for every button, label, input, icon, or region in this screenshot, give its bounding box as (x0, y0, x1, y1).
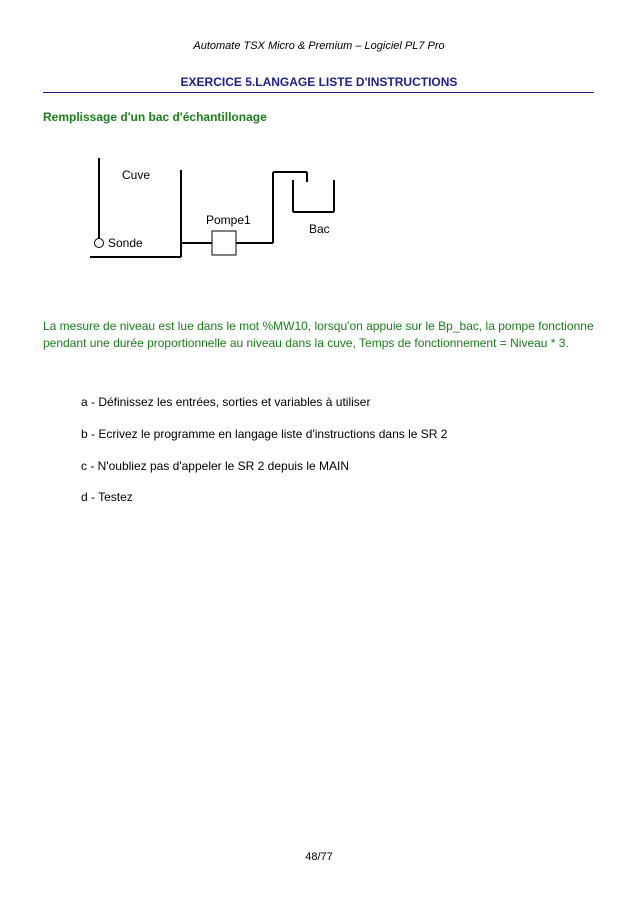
page-number: 48/77 (305, 851, 333, 863)
question-c: c - N'oubliez pas d'appeler le SR 2 depuis le MAIN (81, 459, 350, 473)
question-a: a - Définissez les entrées, sorties et variables à utiliser (81, 395, 371, 409)
label-bac: Bac (309, 222, 330, 236)
label-sonde: Sonde (108, 236, 143, 250)
title-underline (43, 92, 594, 93)
question-b: b - Ecrivez le programme en langage liste d'instructions dans le SR 2 (81, 427, 448, 441)
page-header: Automate TSX Micro & Premium – Logiciel PL7 Pro (193, 40, 445, 52)
label-pompe: Pompe1 (206, 213, 251, 227)
pump-icon (212, 231, 236, 255)
section-subtitle: Remplissage d'un bac d'échantillonage (43, 110, 267, 124)
tank-pump-diagram-svg (0, 150, 638, 270)
process-diagram (0, 150, 638, 270)
pipe (181, 172, 307, 243)
probe-icon (95, 239, 104, 248)
exercise-title: EXERCICE 5.LANGAGE LISTE D'INSTRUCTIONS (180, 75, 458, 89)
question-d: d - Testez (81, 490, 133, 504)
problem-statement: La mesure de niveau est lue dans le mot %MW10, lorsqu'on appuie sur le Bp_bac, la pompe fonctionne pendant une durée proportionnelle au niveau dans la cuve, Temps de fonctionnement = Niveau * 3. (43, 319, 594, 350)
basin (293, 180, 334, 212)
label-cuve: Cuve (122, 168, 151, 182)
